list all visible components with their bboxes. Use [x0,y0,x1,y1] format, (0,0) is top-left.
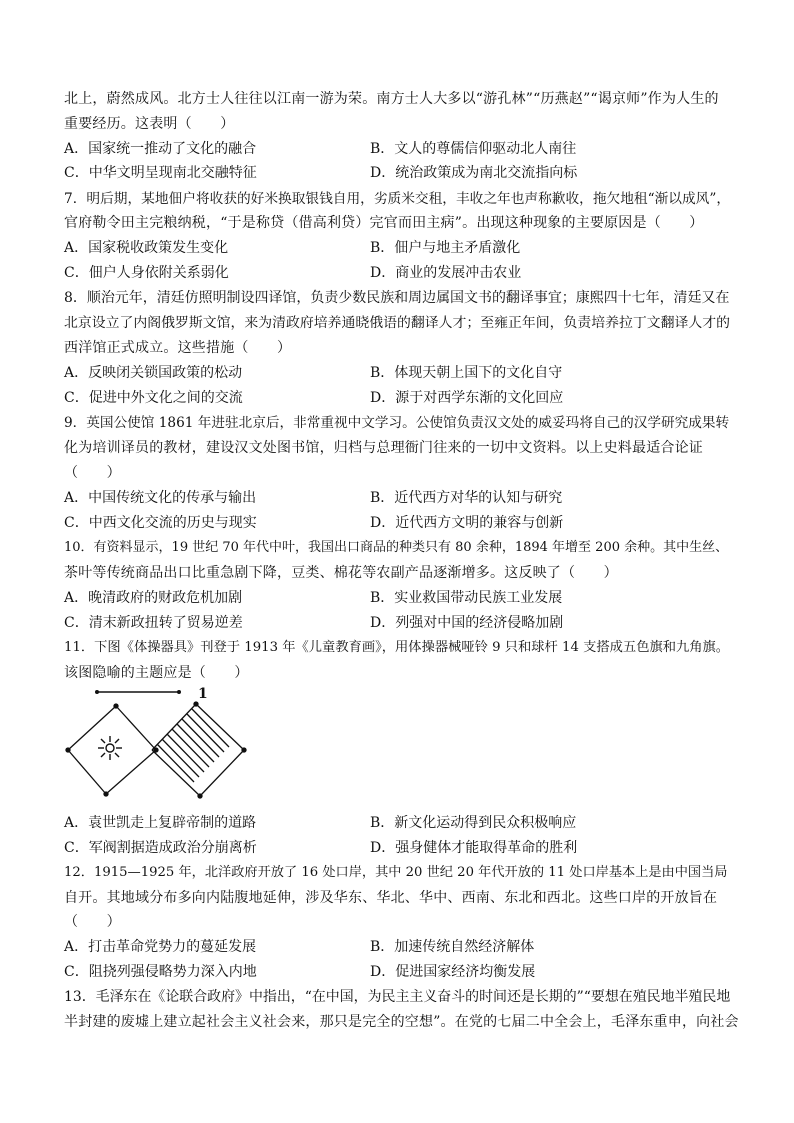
q11-option-a[interactable]: A．袁世凯走上复辟帝制的道路 [64,815,257,831]
q8-option-a[interactable]: A．反映闭关锁国政策的松动 [64,365,243,381]
left-diamond-flag-icon [66,704,158,796]
q12-option-d[interactable]: D．促进国家经济均衡发展 [370,964,536,980]
q9-stem-line-2: 化为培训译员的教材，建设汉文处图书馆，归档与总理衙门往来的一切中文资料。以上史料最适合论证 [64,440,703,456]
q11-stem-line-2: 该图隐喻的主题应是（ ） [64,665,249,681]
q7-option-d[interactable]: D．商业的发展冲击农业 [370,265,522,281]
q10-option-c[interactable]: C．清末新政扭转了贸易逆差 [64,615,243,631]
q11-option-b[interactable]: B．新文化运动得到民众积极响应 [370,815,577,831]
q7-option-c[interactable]: C．佃户人身依附关系弱化 [64,265,229,281]
figure-label: 1 [198,686,208,702]
q7-option-a[interactable]: A．国家税收政策发生变化 [64,240,229,256]
q7-stem-line-1: 7．明后期，某地佃户将收获的好米换取银钱自用，劣质米交租，丰收之年也声称歉收，拖欠地租“渐以成风”， [64,191,731,207]
q12-stem-line-2: 自开。其地域分布多向内陆腹地延伸，涉及华东、华北、华中、西南、东北和西北。这些口岸的开放旨在 [64,890,718,906]
q7-option-b[interactable]: B．佃户与地主矛盾激化 [370,240,521,256]
q9-stem-line-3: （ ） [64,465,121,481]
q13-stem-line-2: 半封建的废墟上建立起社会主义社会来，那只是完全的空想”。在党的七届二中全会上，毛泽东重申，向社会 [64,1014,739,1030]
q8-option-c[interactable]: C．促进中外文化之间的交流 [64,390,243,406]
q6-stem-line-2: 重要经历。这表明（ ） [64,116,235,132]
gymnastics-apparatus-figure [64,686,264,804]
q9-option-d[interactable]: D．近代西方文明的兼容与创新 [370,515,564,531]
q6-option-d[interactable]: D．统治政策成为南北交流指向标 [370,165,578,181]
q12-stem-line-1: 12．1915—1925 年，北洋政府开放了 16 处口岸，其中 20 世纪 20 年代开放的 11 处口岸基本上是由中国当局 [64,865,728,880]
q11-stem-line-1: 11．下图《体操器具》刊登于 1913 年《儿童教育画》，用体操器械哑铃 9 只和球杆 14 支搭成五色旗和九角旗。 [64,640,730,655]
q11-option-c[interactable]: C．军阀割据造成政治分崩离析 [64,840,257,856]
top-dumbbell-icon [95,690,181,694]
q9-option-b[interactable]: B．近代西方对华的认知与研究 [370,490,563,506]
q6-option-a[interactable]: A．国家统一推动了文化的融合 [64,141,257,157]
flag-stripes-icon [157,709,229,782]
q10-stem-line-1: 10．有资料显示，19 世纪 70 年代中叶，我国出口商品的种类只有 80 余种，1894 年增至 200 余种。其中生丝、 [64,540,729,555]
q8-option-b[interactable]: B．体现天朝上国下的文化自守 [370,365,563,381]
q10-option-d[interactable]: D．列强对中国的经济侵略加剧 [370,615,564,631]
q13-stem-line-1: 13．毛泽东在《论联合政府》中指出，“在中国，为民主主义奋斗的时间还是长期的”“要想在殖民地半殖民地 [64,989,731,1005]
q8-stem-line-2: 北京设立了内阁俄罗斯文馆，来为清政府培养通晓俄语的翻译人才；至雍正年间，负责培养拉丁文翻译人才的 [64,315,731,331]
q9-stem-line-1: 9．英国公使馆 1861 年进驻北京后，非常重视中文学习。公使馆负责汉文处的威妥玛将自己的汉学研究成果转 [64,415,730,431]
q12-option-b[interactable]: B．加速传统自然经济解体 [370,939,535,955]
q12-option-c[interactable]: C．阻挠列强侵略势力深入内地 [64,964,257,980]
q8-stem-line-3: 西洋馆正式成立。这些措施（ ） [64,340,292,356]
nine-point-star-icon [98,736,122,760]
q9-option-c[interactable]: C．中西文化交流的历史与现实 [64,515,257,531]
q8-option-d[interactable]: D．源于对西学东渐的文化回应 [370,390,564,406]
q6-option-c[interactable]: C．中华文明呈现南北交融特征 [64,165,257,181]
q11-option-d[interactable]: D．强身健体才能取得革命的胜利 [370,840,578,856]
q7-stem-line-2: 官府勒令田主完粮纳税，“于是称贷（借高利贷）完官而田主病”。出现这种现象的主要原因是（ ） [64,215,704,231]
q12-option-a[interactable]: A．打击革命党势力的蔓延发展 [64,939,257,955]
q10-option-b[interactable]: B．实业救国带动民族工业发展 [370,590,563,606]
q12-stem-line-3: （ ） [64,914,121,930]
q6-option-b[interactable]: B．文人的尊儒信仰驱动北人南往 [370,141,577,157]
q8-stem-line-1: 8．顺治元年，清廷仿照明制设四译馆，负责少数民族和周边属国文书的翻译事宜；康熙四十七年，清廷又在 [64,290,730,306]
q6-stem-line-1: 北上，蔚然成风。北方士人往往以江南一游为荣。南方士人大多以“游孔林”“历燕赵”“谒京师”作为人生的 [64,91,719,107]
q9-option-a[interactable]: A．中国传统文化的传承与输出 [64,490,257,506]
q10-option-a[interactable]: A．晚清政府的财政危机加剧 [64,590,243,606]
q10-stem-line-2: 茶叶等传统商品出口比重急剧下降，豆类、棉花等农副产品逐渐增多。这反映了（ ） [64,565,618,581]
